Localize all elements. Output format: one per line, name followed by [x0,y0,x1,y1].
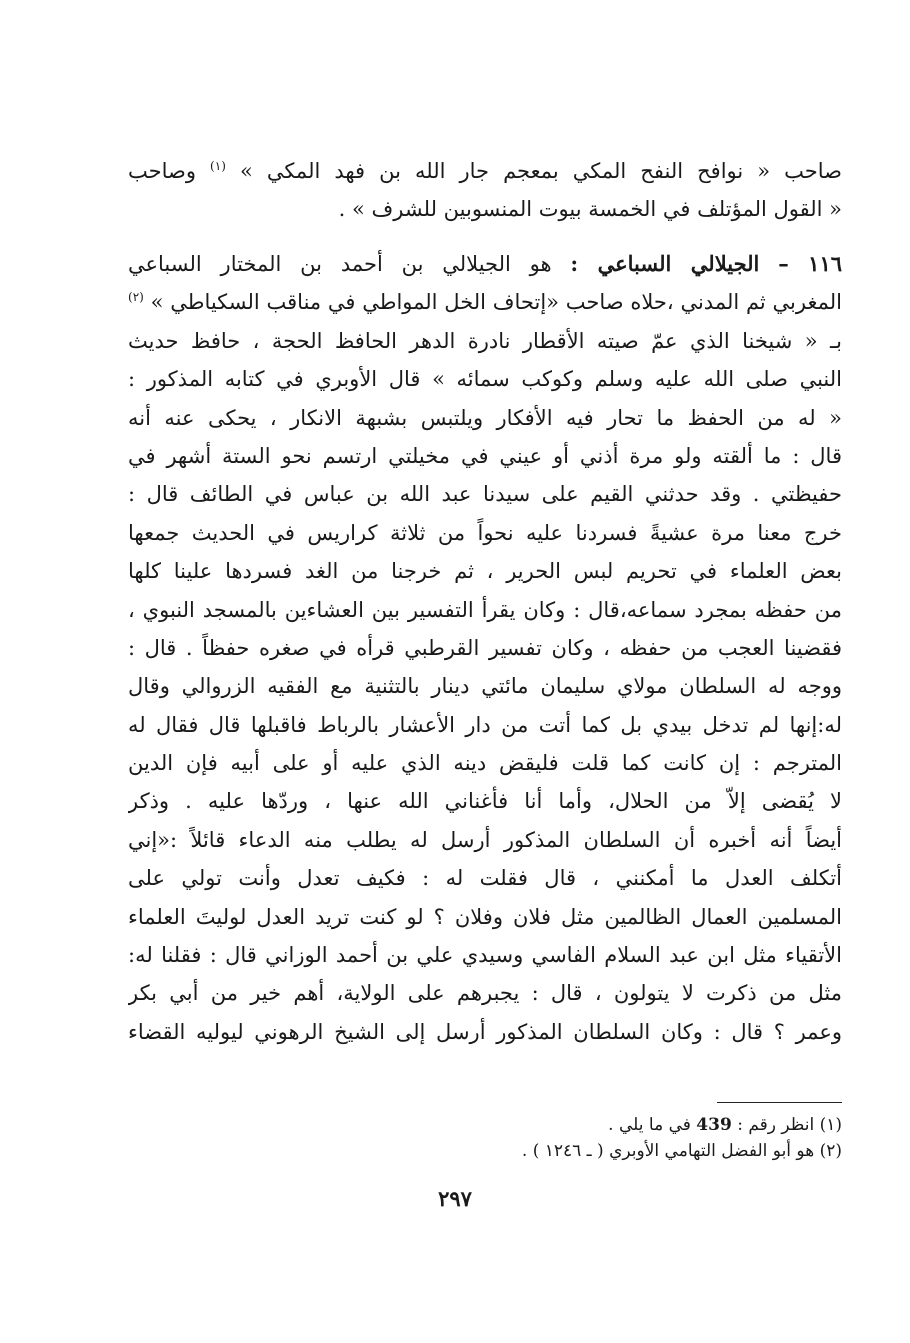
footnote-ref-number: 439 [696,1115,732,1135]
entry-line [128,283,842,321]
entry-line: وعمر ؟ قال : وكان السلطان المذكور أرسل إلى الشيخ الرهوني ليوليه القضاء [128,1019,842,1044]
intro-text: وصاحب [128,159,196,183]
entry-line: « له من الحفظ ما تحار فيه الأفكار ويلتبس بشبهة الانكار ، يحكى عنه أنه [128,405,842,430]
footnote-1 [128,1112,842,1138]
entry-line: فقضينا العجب من حفظه ، وكان تفسير القرطبي قرأه في صغره حفظاً . قال : [128,635,842,660]
entry-line: حفيظتي . وقد حدثني القيم على سيدنا عبد الله بن عباس في الطائف قال : [128,482,842,507]
entry-text: هو الجيلالي بن أحمد بن المختار السباعي [128,252,552,276]
entry-line: أتكلف العدل ما أمكنني ، قال فقلت له : فكيف تعدل وأنت تولي على [128,866,842,891]
footnote-mark-2[interactable]: (٢) [128,290,144,305]
entry-line: بـ « شيخنا الذي عمّ صيته الأقطار نادرة الدهر الحافظ الحجة ، حافظ حديث [128,328,842,353]
footnote-2: (٢) هو أبو الفضل التهامي الأوبري ( ـ ١٢٤٦ ) . [521,1141,842,1161]
entry-name: الجيلالي السباعي : [570,251,760,276]
footnote-text: في ما يلي . [608,1115,691,1135]
footnote-mark-1[interactable]: (١) [210,159,226,173]
entry-line: أيضاً أنه أخبره أن السلطان المذكور أرسل له يطلب منه الدعاء قائلاً :«إني [128,827,842,852]
entry-116 [128,245,842,1051]
intro-line: « القول المؤتلف في الخمسة بيوت المنسوبين للشرف » . [338,197,842,222]
entry-heading-line [128,245,842,283]
entry-line: مثل من ذكرت لا يتولون ، قال : يجبرهم على الولاية، أهم خير من أبي بكر [128,981,842,1006]
entry-line: من حفظه بمجرد سماعه،قال : وكان يقرأ التفسير بين العشاءين بالمسجد النبوي ، [128,597,842,622]
intro-paragraph [128,152,842,229]
entry-line: الأتقياء مثل ابن عبد السلام الفاسي وسيدي علي بن أحمد الوزاني قال : فقلنا له: [128,943,842,968]
entry-line: قال : ما ألقته ولو مرة أذني أو عيني في مخيلتي ارتسم نحو الستة أشهر في [128,443,842,468]
entry-line: لا يُقضى إلاّ من الحلال، وأما أنا فأغناني الله عنها ، وردّها عليه . وذكر [128,789,842,814]
intro-line [128,152,842,190]
entry-line: خرج معنا مرة عشيةً فسردنا عليه نحواً من ثلاثة كراريس في الحديث جمعها [128,520,842,545]
entry-number: ١١٦ – [778,251,842,276]
footnote-text: (١) انظر رقم : [737,1115,842,1135]
entry-line: النبي صلى الله عليه وسلم وكوكب سمائه » قال الأوبري في كتابه المذكور : [128,367,842,392]
entry-line: المسلمين العمال الظالمين مثل فلان وفلان ؟ لو كنت تريد العدل لوليتَ العلماء [128,904,842,929]
entry-line: المترجم : إن كانت كما قلت فليقض دينه الذي عليه أو على أبيه فإن الدين [128,751,842,776]
footnote-divider [717,1102,842,1103]
entry-line: له:إنها لم تدخل بيدي بل كما أتت من دار الأعشار بالرباط فاقبلها قال فقال له [128,712,842,737]
entry-line: بعض العلماء في تحريم لبس الحرير ، ثم خرجنا من الغد فسردها علينا كلها [128,559,842,584]
intro-text: صاحب « نوافح النفح المكي بمعجم جار الله بن فهد المكي » [239,159,842,183]
entry-line: ووجه له السلطان مولاي سليمان مائتي دينار بالتثنية مع الفقيه الزروالي وقال [128,674,842,699]
footnotes [128,1112,842,1164]
entry-text: المغربي ثم المدني ،حلاه صاحب «إتحاف الخل المواطي في مناقب السكياطي » [150,290,842,315]
page-number: ٢٩٧ [438,1186,472,1211]
